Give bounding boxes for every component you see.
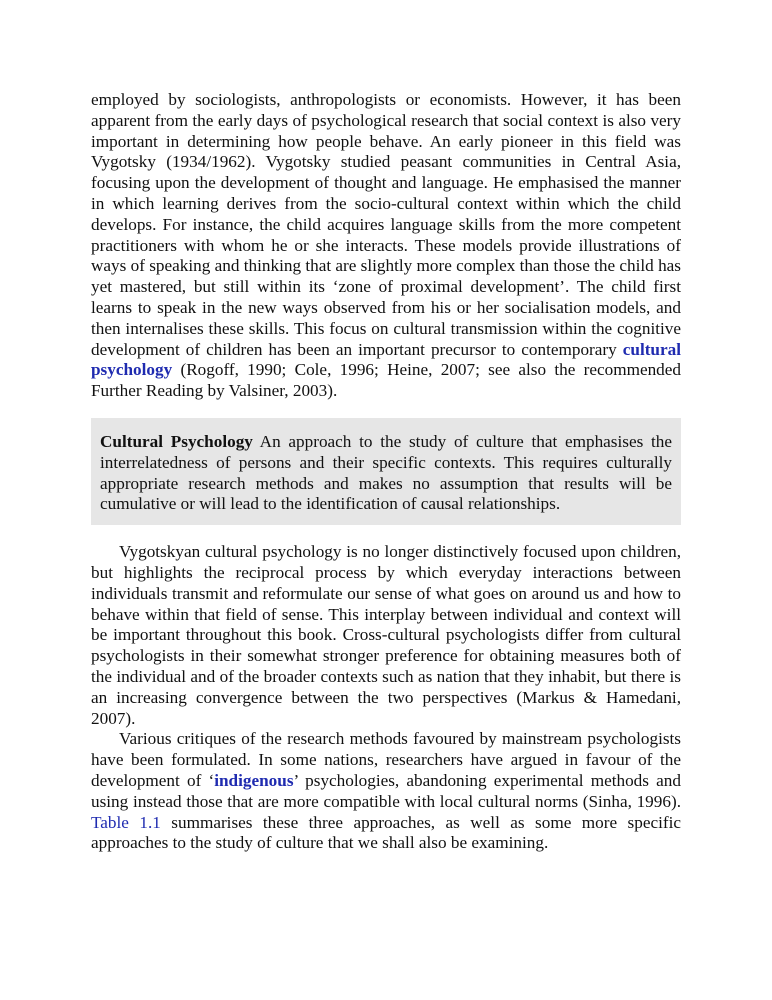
key-term-cultural-psychology[interactable]: cultural psychology <box>91 339 681 380</box>
definition-box <box>91 418 681 525</box>
body-paragraph-2: Vygotskyan cultural psychology is no longer distinctively focused upon children, but highlights the reciprocal process by which everyday interactions between individuals transmit and reformulate our sense of what goes on around us and how to behave within that field of sense. This interplay between individual and context will be important throughout this book. Cross-cultural psychologists differ from cultural psychologists in their somewhat stronger preference for obtaining measures both of the individual and of the broader contexts such as nation that they inhabit, but there is an increasing convergence between the two perspectives (Markus & Hamedani, 2007). <box>91 542 681 728</box>
table-reference-link[interactable]: Table 1.1 <box>91 812 161 832</box>
paragraph-text: (Rogoff, 1990; Cole, 1996; Heine, 2007; see also the recommended Further Reading by Valsiner, 2003). <box>91 360 681 401</box>
key-term-indigenous[interactable]: indigenous <box>214 770 294 790</box>
body-paragraph-3 <box>91 729 681 854</box>
paragraph-text: Various critiques of the research methods favoured by mainstream psychologists have been formulated. In some nations, researchers have argued in favour of the development of ‘ <box>91 729 681 790</box>
paragraph-text: summarises these three approaches, as well as some more specific approaches to the study of culture that we shall also be examining. <box>91 812 681 853</box>
paragraph-text: employed by sociologists, anthropologists or economists. However, it has been apparent from the early days of psychological research that social context is also very important in determining how people behave. An early pioneer in this field was Vygotsky (1934/1962). Vygotsky studied peasant communities in Central Asia, focusing upon the development of thought and language. He emphasised the manner in which learning derives from the socio-cultural context within which the child develops. For instance, the child acquires language skills from the more competent practitioners with whom he or she interacts. These models provide illustrations of ways of speaking and thinking that are slightly more complex than those the child has yet mastered, but still within its ‘zone of proximal development’. The child first learns to speak in the new ways observed from his or her socialisation models, and then internalises these skills. This focus on cultural transmission within the cognitive development of children has been an important precursor to contemporary <box>91 90 681 359</box>
definition-text <box>100 432 672 515</box>
paragraph-text: ’ psychologies, abandoning experimental methods and using instead those that are more compatible with local cultural norms (Sinha, 1996). <box>91 770 681 811</box>
definition-term: Cultural Psychology <box>100 431 253 451</box>
definition-body: An approach to the study of culture that emphasises the interrelatedness of persons and their specific contexts. This requires culturally appropriate research methods and makes no assumption that results will be cumulative or will lead to the identification of causal relationships. <box>100 431 672 514</box>
body-paragraph-1 <box>91 90 681 402</box>
